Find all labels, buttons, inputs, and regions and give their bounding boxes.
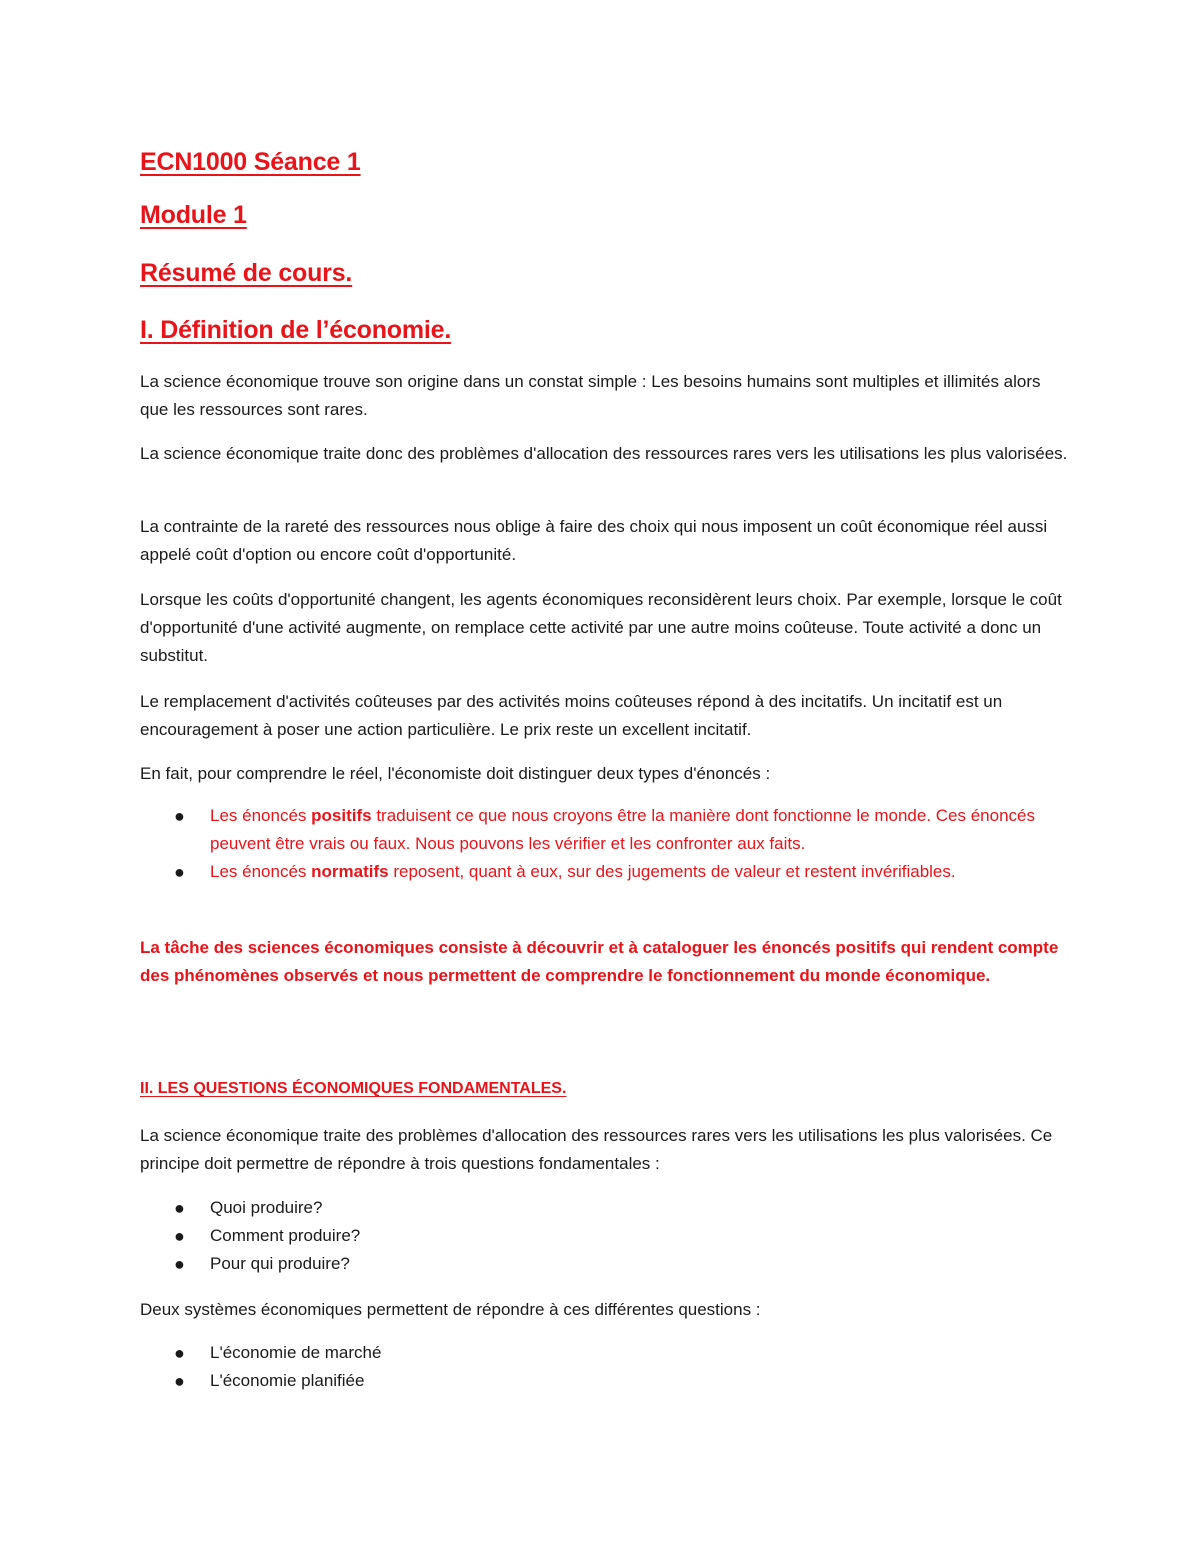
question-text: Pour qui produire? <box>210 1254 350 1273</box>
list-item <box>140 1250 1070 1278</box>
positive-keyword: positifs <box>311 806 372 825</box>
section1-paragraph-5: Le remplacement d'activités coûteuses par des activités moins coûteuses répond à des incitatifs. Un incitatif est un encouragement à poser une action particulière. Le prix reste un excellent incitatif. <box>140 692 1003 739</box>
bullet-icon: ● <box>174 806 185 826</box>
bullet-icon: ● <box>174 862 185 882</box>
section2-heading: II. LES QUESTIONS ÉCONOMIQUES FONDAMENTALES. <box>140 1080 567 1097</box>
section1-paragraph-4: Lorsque les coûts d'opportunité changent, les agents économiques reconsidèrent leurs choix. Par exemple, lorsque le coût d'opportunité d'une activité augmente, on remplace cette activité par une autre moins coûteuse. Toute activité a donc un substitut. <box>140 590 1062 665</box>
section1-conclusion: La tâche des sciences économiques consiste à découvrir et à cataloguer les énoncés positifs qui rendent compte des phénomènes observés et nous permettent de comprendre le fonctionnement du monde économique. <box>140 938 1059 985</box>
list-item <box>140 1367 1070 1395</box>
fundamental-questions-list <box>140 1194 1070 1278</box>
normative-keyword: normatifs <box>311 862 389 881</box>
section2-paragraph-2: Deux systèmes économiques permettent de répondre à ces différentes questions : <box>140 1300 761 1319</box>
normative-text-after: reposent, quant à eux, sur des jugements de valeur et restent invérifiables. <box>388 862 956 881</box>
list-item-positive <box>140 802 1070 858</box>
section1-paragraph-6: En fait, pour comprendre le réel, l'économiste doit distinguer deux types d'énoncés : <box>140 764 771 783</box>
document-title: ECN1000 Séance 1 <box>140 148 361 176</box>
list-item-normative <box>140 858 1070 886</box>
statement-types-list <box>140 802 1070 886</box>
list-item <box>140 1339 1070 1367</box>
module-heading: Module 1 <box>140 201 247 229</box>
list-item <box>140 1222 1070 1250</box>
section1-paragraph-2: La science économique traite donc des problèmes d'allocation des ressources rares vers les utilisations les plus valorisées. <box>140 444 1068 463</box>
section1-heading: I. Définition de l’économie. <box>140 316 452 344</box>
section2-paragraph-1: La science économique traite des problèmes d'allocation des ressources rares vers les utilisations les plus valorisées. Ce principe doit permettre de répondre à trois questions fondamentales : <box>140 1126 1053 1173</box>
bullet-icon: ● <box>174 1254 185 1274</box>
bullet-icon: ● <box>174 1198 185 1218</box>
question-text: Quoi produire? <box>210 1198 323 1217</box>
bullet-icon: ● <box>174 1371 185 1391</box>
bullet-icon: ● <box>174 1343 185 1363</box>
bullet-icon: ● <box>174 1226 185 1246</box>
positive-text-after: traduisent ce que nous croyons être la manière dont fonctionne le monde. Ces énoncés peuvent être vrais ou faux. Nous pouvons les vérifier et les confronter aux faits. <box>210 806 1036 853</box>
list-item <box>140 1194 1070 1222</box>
question-text: Comment produire? <box>210 1226 361 1245</box>
economic-systems-list <box>140 1339 1070 1395</box>
summary-heading: Résumé de cours. <box>140 259 353 287</box>
normative-text-before: Les énoncés <box>210 862 312 881</box>
system-text: L'économie de marché <box>210 1343 382 1362</box>
section1-paragraph-1: La science économique trouve son origine dans un constat simple : Les besoins humains sont multiples et illimités alors que les ressources sont rares. <box>140 372 1041 419</box>
positive-text-before: Les énoncés <box>210 806 312 825</box>
section1-paragraph-3: La contrainte de la rareté des ressources nous oblige à faire des choix qui nous imposent un coût économique réel aussi appelé coût d'option ou encore coût d'opportunité. <box>140 517 1048 564</box>
system-text: L'économie planifiée <box>210 1371 365 1390</box>
